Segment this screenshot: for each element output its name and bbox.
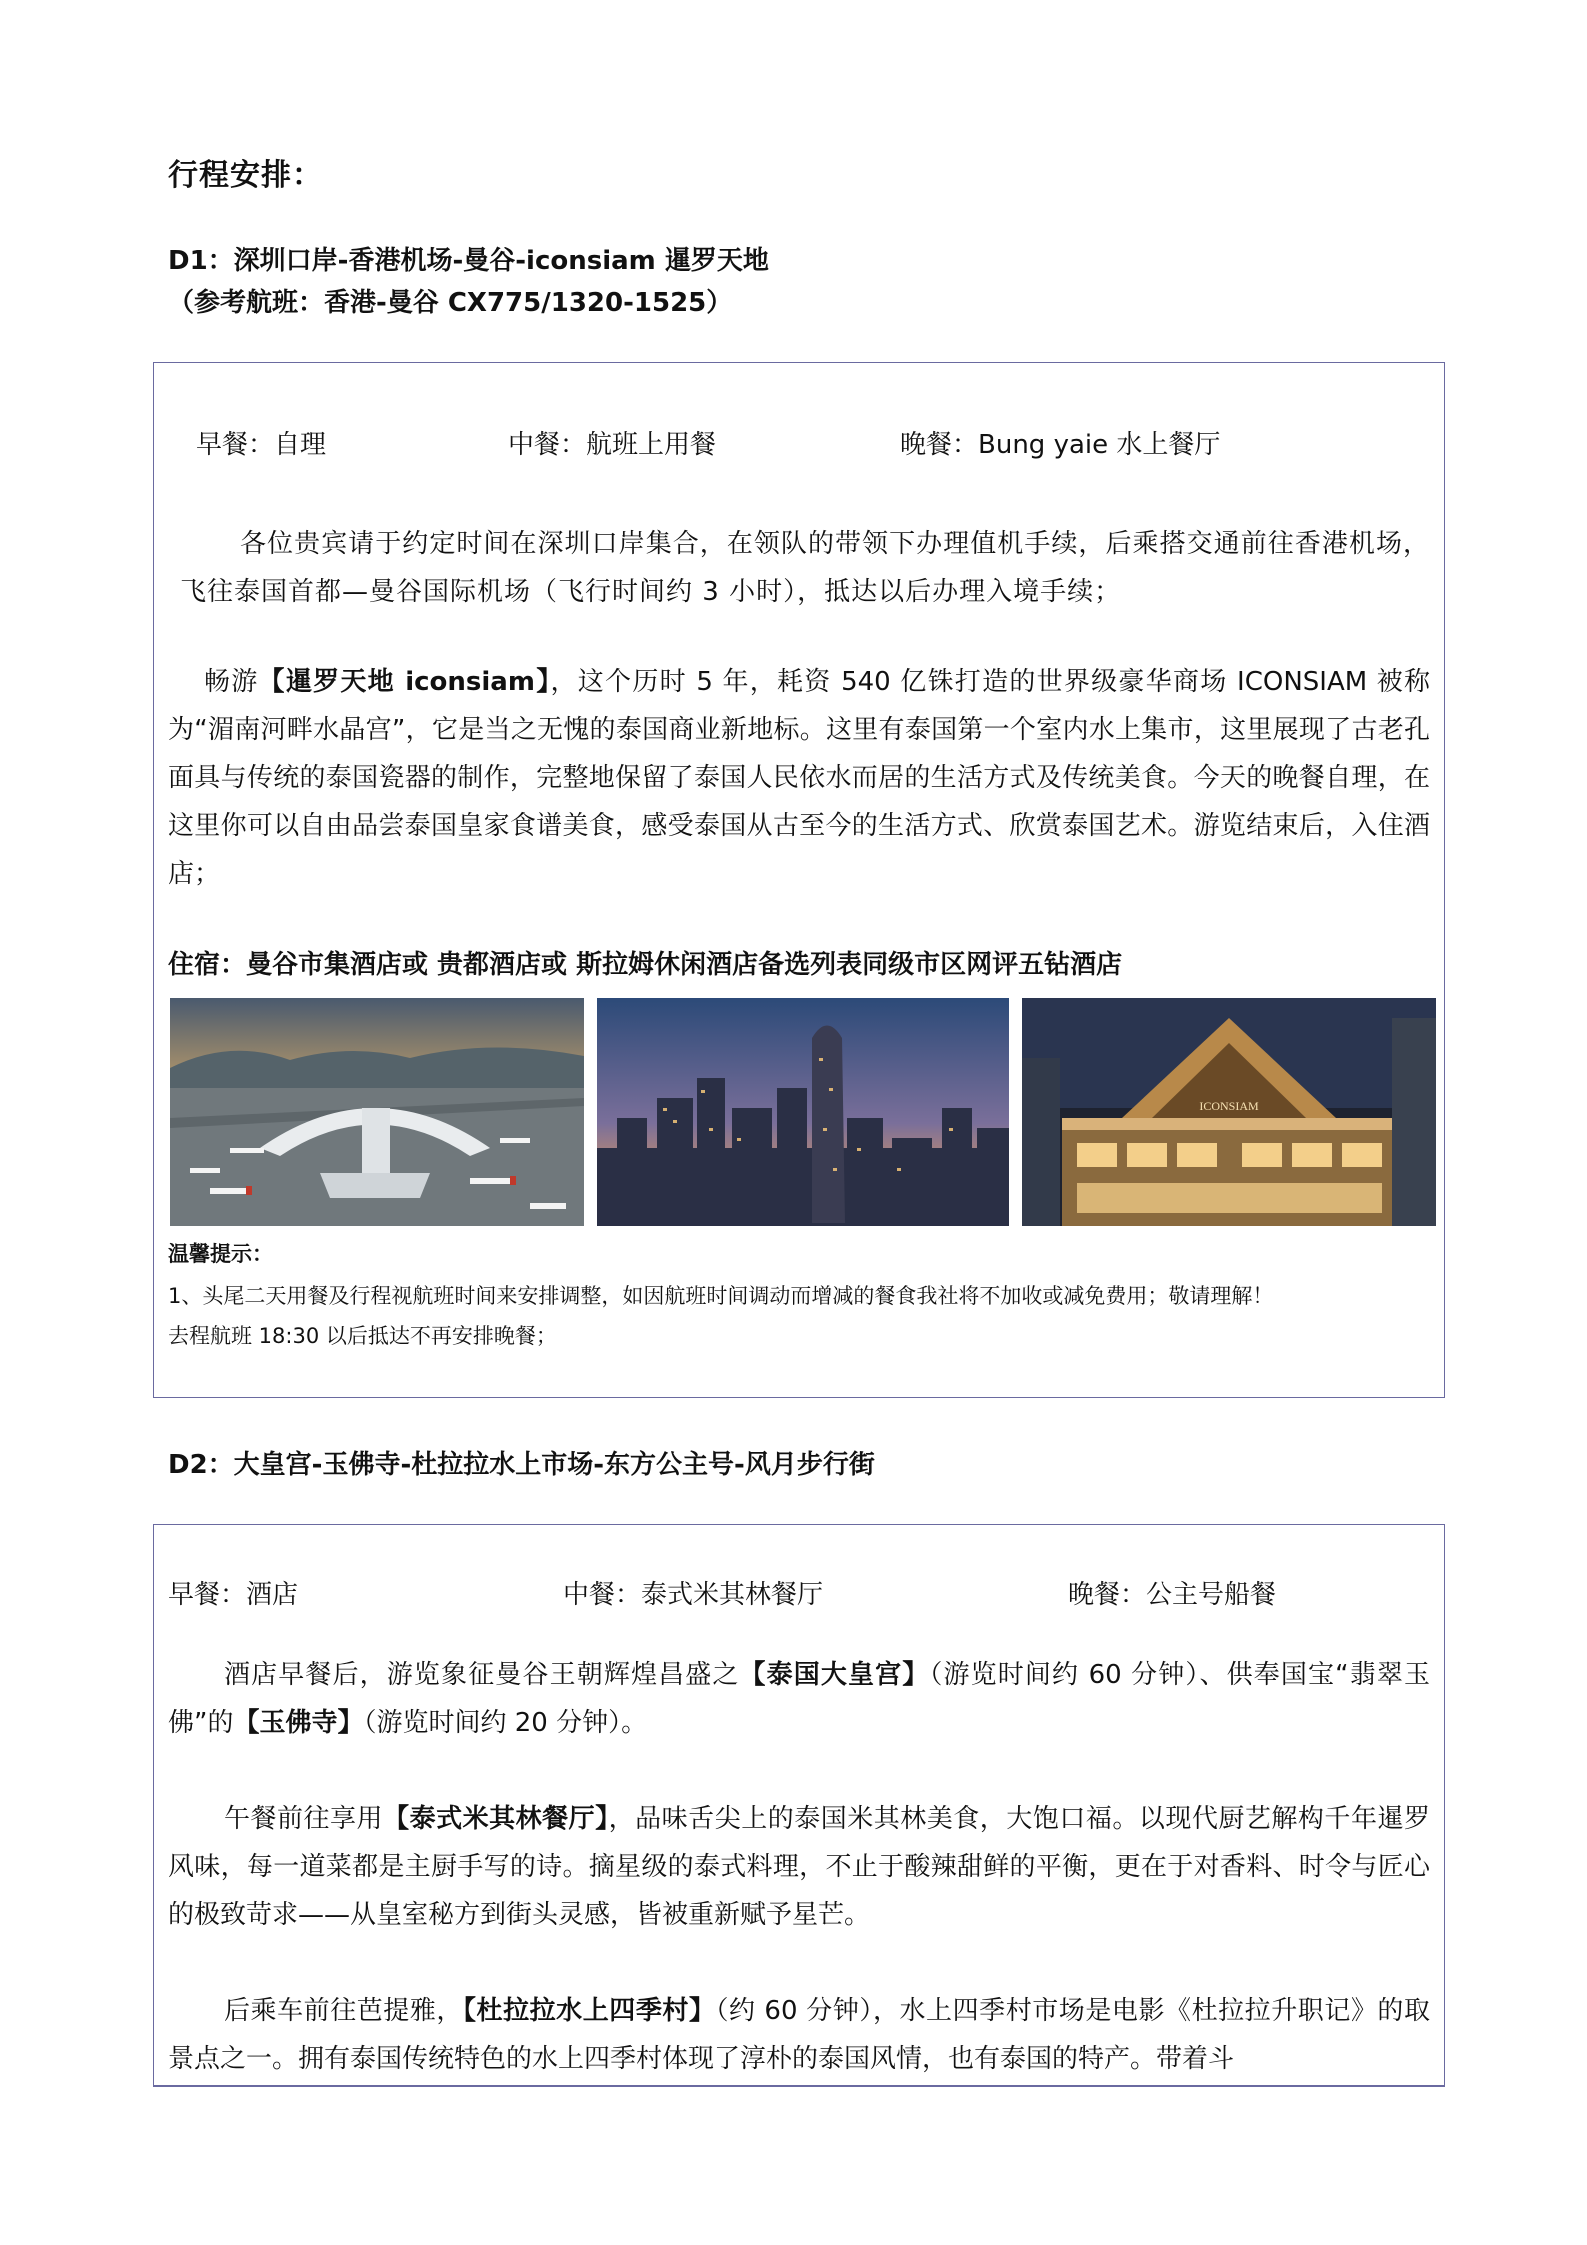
airport-photo-image [170,998,584,1226]
floating-market-highlight: 【杜拉拉水上四季村】 [462,1996,716,2026]
day2-breakfast: 早餐：酒店 [168,1580,299,1610]
iconsiam-photo [1022,998,1436,1226]
day2-paragraph-2 [168,1795,1430,1939]
page-heading: 行程安排： [168,158,323,193]
tips-title: 温馨提示： [168,1242,273,1266]
day2-title: D2：大皇宫-玉佛寺-杜拉拉水上市场-东方公主号-风月步行街 [168,1450,875,1480]
day2-p3-text-c: （约 60 分钟），水上四季村市场是电影《杜拉拉升职记》的取景点之一。拥有泰国传统特色的水上四季村体现了淳朴的泰国风情，也有泰国的特产。带着斗 [168,1996,1430,2074]
airport-photo [170,998,584,1226]
day1-title: D1：深圳口岸-香港机场-曼谷-iconsiam 暹罗天地 [168,246,769,276]
bangkok-skyline-image [597,998,1009,1226]
iconsiam-sign: ICONSIAM [1199,1099,1259,1113]
day1-paragraph-1 [180,520,1430,616]
day2-paragraph-3 [168,1987,1430,2083]
day2-p1-text-e: （游览时间约 20 分钟）。 [363,1708,648,1738]
day1-paragraph-2-lead: 畅游 [204,667,259,697]
day1-hotel: 住宿：曼谷市集酒店或 贵都酒店或 斯拉姆休闲酒店备选列表同级市区网评五钻酒店 [168,950,1123,980]
day2-paragraph-1 [168,1651,1430,1747]
day2-box-bottom-border [153,2085,1445,2087]
iconsiam-highlight: 【暹罗天地 iconsiam】 [258,667,551,697]
day1-dinner: 晚餐：Bung yaie 水上餐厅 [900,430,1221,460]
day1-breakfast: 早餐：自理 [196,430,327,460]
day2-p1-text-a: 酒店早餐后，游览象征曼谷王朝辉煌昌盛之 [224,1660,740,1690]
day2-p3-text-a: 后乘车前往芭提雅， [224,1996,463,2026]
bangkok-skyline-photo [597,998,1009,1226]
day1-paragraph-2-text: ，这个历时 5 年，耗资 540 亿铢打造的世界级豪华商场 ICONSIAM 被称为“湄南河畔水晶宫”，它是当之无愧的泰国商业新地标。这里有泰国第一个室内水上集市，这里展现了古老孔面具与传统的泰国瓷器的制作，完整地保留了泰国人民依水而居的生活方式及传统美食。今天的晚餐自理，在这里你可以自由品尝泰国皇家食谱美食，感受泰国从古至今的生活方式、欣赏泰国艺术。游览结束后，入住酒店； [168,667,1430,889]
tip-1: 1、头尾二天用餐及行程视航班时间来安排调整，如因航班时间调动而增减的餐食我社将不加收或减免费用；敬请理解！ [168,1284,1274,1308]
michelin-restaurant-highlight: 【泰式米其林餐厅】 [383,1804,609,1834]
day2-p1-text-c: （游览时间约 60 分钟）、供奉国宝“翡翠玉佛”的 [168,1660,1430,1738]
day1-paragraph-1-text: 各位贵宾请于约定时间在深圳口岸集合，在领队的带领下办理值机手续，后乘搭交通前往香港机场，飞往泰国首都—曼谷国际机场（飞行时间约 3 小时），抵达以后办理入境手续； [180,529,1430,607]
day1-flight-info: （参考航班：香港-曼谷 CX775/1320-1525） [168,288,733,318]
day1-paragraph-2 [168,658,1430,898]
grand-palace-highlight: 【泰国大皇宫】 [739,1660,930,1690]
tip-2: 去程航班 18:30 以后抵达不再安排晚餐； [168,1324,557,1348]
day2-lunch: 中餐：泰式米其林餐厅 [563,1580,824,1610]
day2-p2-text-c: ，品味舌尖上的泰国米其林美食，大饱口福。以现代厨艺解构千年暹罗风味，每一道菜都是主厨手写的诗。摘星级的泰式料理，不止于酸辣甜鲜的平衡，更在于对香料、时令与匠心的极致苛求——从皇室秘方到街头灵感，皆被重新赋予星芒。 [168,1804,1430,1930]
day1-lunch: 中餐：航班上用餐 [508,430,717,460]
iconsiam-image [1022,998,1436,1226]
emerald-buddha-highlight: 【玉佛寺】 [233,1708,364,1738]
day2-dinner: 晚餐：公主号船餐 [1068,1580,1277,1610]
day2-p2-text-a: 午餐前往享用 [224,1804,384,1834]
